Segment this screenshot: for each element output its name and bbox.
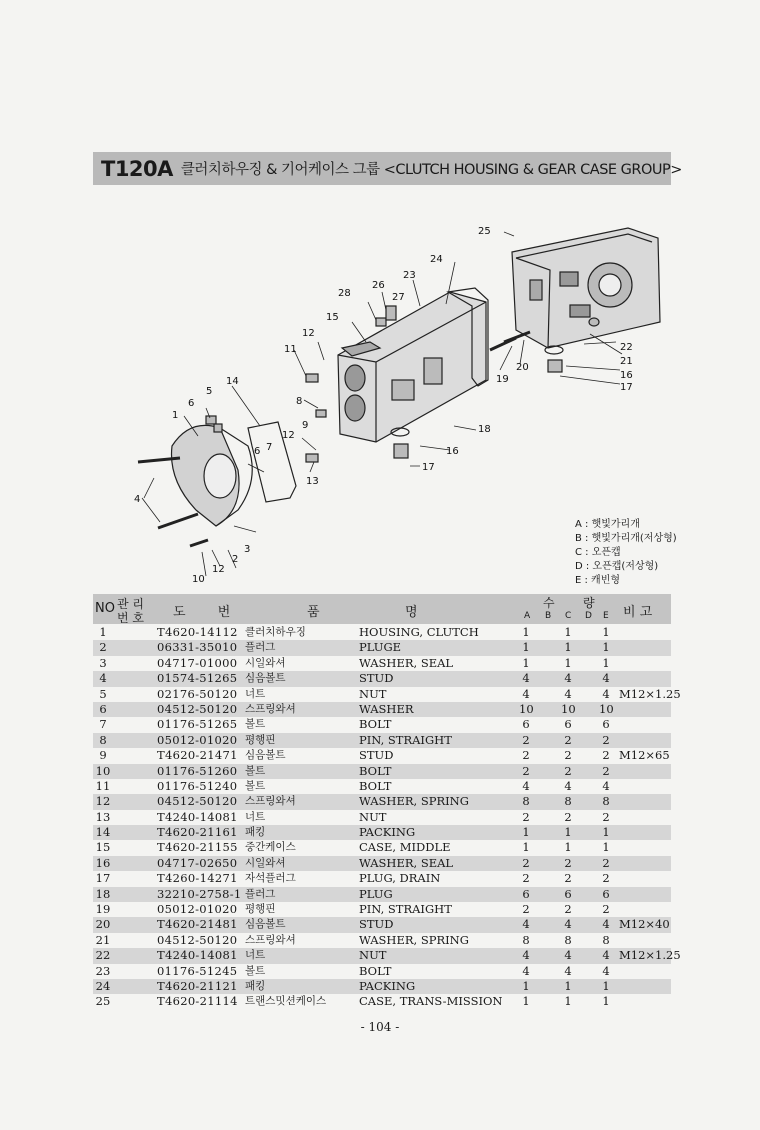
row-qty-c: 1 bbox=[564, 825, 572, 840]
callout-12b: 12 bbox=[282, 430, 295, 441]
callout-5: 5 bbox=[206, 386, 213, 397]
row-korean-name: 볼트 bbox=[245, 779, 266, 792]
row-qty-e: 1 bbox=[602, 978, 610, 993]
row-english-name: NUT bbox=[359, 686, 387, 701]
row-qty-c: 1 bbox=[564, 655, 572, 670]
row-korean-name: 볼트 bbox=[245, 718, 266, 731]
row-remark: M12×1.25 bbox=[619, 948, 681, 963]
table-row bbox=[93, 887, 671, 902]
table-row bbox=[93, 810, 671, 825]
row-no: 3 bbox=[99, 655, 107, 670]
legend-item-b: B : 햇빛가리개(저상형) bbox=[575, 533, 677, 544]
row-qty-c: 4 bbox=[564, 917, 572, 932]
page-number: - 104 - bbox=[360, 1020, 400, 1034]
row-part-number: T4260-14271 bbox=[157, 871, 238, 886]
row-no: 16 bbox=[95, 855, 111, 870]
parts-table-header bbox=[93, 594, 671, 624]
row-qty-c: 1 bbox=[564, 994, 572, 1009]
row-english-name: BOLT bbox=[359, 717, 392, 732]
row-no: 23 bbox=[95, 963, 111, 978]
legend-item-c: C : 오픈캡 bbox=[575, 547, 621, 558]
row-no: 17 bbox=[95, 871, 111, 886]
callout-12c: 12 bbox=[212, 564, 225, 575]
row-qty-c: 4 bbox=[564, 686, 572, 701]
callout-15: 15 bbox=[326, 312, 339, 323]
row-qty-e: 6 bbox=[602, 886, 610, 901]
row-korean-name: 너트 bbox=[245, 949, 266, 962]
row-qty-e: 2 bbox=[602, 855, 610, 870]
row-qty-e: 2 bbox=[602, 732, 610, 747]
callout-20: 20 bbox=[516, 362, 529, 373]
row-korean-name: 심음볼트 bbox=[245, 749, 286, 762]
table-row bbox=[93, 902, 671, 917]
header-qty-b: B bbox=[545, 611, 552, 621]
row-part-number: 01574-51265 bbox=[157, 671, 238, 686]
row-english-name: WASHER, SPRING bbox=[359, 794, 469, 809]
row-english-name: PIN, STRAIGHT bbox=[359, 732, 452, 747]
table-row bbox=[93, 933, 671, 948]
row-part-number: 05012-01020 bbox=[157, 902, 238, 917]
row-no: 18 bbox=[95, 886, 111, 901]
transmission-case-drawing bbox=[512, 228, 660, 348]
group-title: 클러치하우징 & 기어케이스 그룹 <CLUTCH HOUSING & GEAR CASE GROUP> bbox=[180, 162, 682, 178]
row-english-name: PIN, STRAIGHT bbox=[359, 902, 452, 917]
row-no: 5 bbox=[99, 686, 107, 701]
row-english-name: WASHER, SEAL bbox=[359, 655, 454, 670]
row-no: 2 bbox=[99, 640, 107, 655]
group-code: T120A bbox=[101, 156, 173, 181]
callout-4: 4 bbox=[134, 494, 141, 505]
row-qty-e: 2 bbox=[602, 871, 610, 886]
callout-2: 2 bbox=[232, 554, 239, 565]
row-korean-name: 플러그 bbox=[245, 887, 276, 900]
row-qty-e: 4 bbox=[602, 686, 610, 701]
callout-1: 1 bbox=[172, 410, 179, 421]
table-row bbox=[93, 948, 681, 963]
table-row bbox=[93, 840, 671, 855]
row-part-number: T4620-21155 bbox=[157, 840, 238, 855]
row-qty-a: 4 bbox=[522, 917, 530, 932]
row-qty-a: 2 bbox=[522, 763, 530, 778]
row-english-name: STUD bbox=[359, 748, 394, 763]
row-part-number: 01176-51260 bbox=[157, 763, 238, 778]
row-no: 13 bbox=[95, 809, 111, 824]
row-part-number: 04512-50120 bbox=[157, 701, 238, 716]
row-part-number: 04512-50120 bbox=[157, 794, 238, 809]
header-qty-2: 량 bbox=[583, 596, 595, 610]
row-qty-e: 2 bbox=[602, 809, 610, 824]
row-qty-a: 6 bbox=[522, 886, 530, 901]
header-qty-1: 수 bbox=[543, 596, 555, 610]
callout-17b: 17 bbox=[620, 382, 633, 393]
row-korean-name: 심음볼트 bbox=[245, 672, 286, 685]
callout-16a: 16 bbox=[446, 446, 459, 457]
callout-28: 28 bbox=[338, 288, 351, 299]
table-row bbox=[93, 733, 671, 748]
row-qty-e: 1 bbox=[602, 655, 610, 670]
callout-7: 7 bbox=[266, 442, 273, 453]
header-name-1: 품 bbox=[307, 605, 320, 620]
row-qty-a: 8 bbox=[522, 932, 530, 947]
row-qty-e: 2 bbox=[602, 748, 610, 763]
row-qty-a: 2 bbox=[522, 871, 530, 886]
row-qty-a: 6 bbox=[522, 717, 530, 732]
row-qty-a: 8 bbox=[522, 794, 530, 809]
row-korean-name: 시일와셔 bbox=[245, 656, 286, 669]
row-qty-a: 1 bbox=[522, 825, 530, 840]
row-qty-a: 1 bbox=[522, 655, 530, 670]
row-part-number: 32210-2758-1 bbox=[157, 886, 242, 901]
callout-21: 21 bbox=[620, 356, 633, 367]
table-row bbox=[93, 764, 671, 779]
row-korean-name: 스프링와셔 bbox=[245, 702, 296, 715]
row-remark: M12×40 bbox=[619, 917, 670, 932]
row-no: 10 bbox=[95, 763, 111, 778]
row-korean-name: 중간케이스 bbox=[245, 841, 296, 854]
table-row bbox=[93, 640, 671, 655]
row-qty-c: 4 bbox=[564, 948, 572, 963]
row-qty-c: 4 bbox=[564, 671, 572, 686]
table-row bbox=[93, 979, 671, 994]
callout-6a: 6 bbox=[188, 398, 195, 409]
row-remark: M12×65 bbox=[619, 748, 670, 763]
row-qty-a: 2 bbox=[522, 732, 530, 747]
callout-17a: 17 bbox=[422, 462, 435, 473]
row-part-number: T4620-21471 bbox=[157, 748, 238, 763]
header-mgmt-top: 관 리 bbox=[117, 597, 144, 611]
row-qty-e: 2 bbox=[602, 763, 610, 778]
table-row bbox=[93, 825, 671, 840]
row-english-name: CASE, MIDDLE bbox=[359, 840, 451, 855]
header-qty-a: A bbox=[524, 611, 531, 621]
row-qty-a: 1 bbox=[522, 978, 530, 993]
row-qty-a: 1 bbox=[522, 640, 530, 655]
row-qty-c: 2 bbox=[564, 748, 572, 763]
row-english-name: CASE, TRANS-MISSION bbox=[359, 994, 503, 1009]
row-qty-c: 2 bbox=[564, 871, 572, 886]
row-qty-c: 1 bbox=[564, 640, 572, 655]
callout-11: 11 bbox=[284, 344, 297, 355]
callout-3: 3 bbox=[244, 544, 251, 555]
row-qty-a: 4 bbox=[522, 671, 530, 686]
row-qty-c: 8 bbox=[564, 794, 572, 809]
callout-12a: 12 bbox=[302, 328, 315, 339]
title-bar bbox=[93, 152, 682, 185]
row-qty-a: 2 bbox=[522, 748, 530, 763]
table-row bbox=[93, 656, 671, 671]
row-qty-e: 8 bbox=[602, 794, 610, 809]
row-korean-name: 너트 bbox=[245, 687, 266, 700]
row-korean-name: 평행핀 bbox=[245, 733, 276, 746]
callout-24: 24 bbox=[430, 254, 443, 265]
row-part-number: T4620-21161 bbox=[157, 825, 238, 840]
callout-22: 22 bbox=[620, 342, 633, 353]
callout-14: 14 bbox=[226, 376, 239, 387]
table-row bbox=[93, 779, 671, 794]
row-english-name: PLUGE bbox=[359, 640, 402, 655]
row-part-number: T4240-14081 bbox=[157, 948, 238, 963]
callout-26: 26 bbox=[372, 280, 385, 291]
row-qty-a: 2 bbox=[522, 855, 530, 870]
row-part-number: T4240-14081 bbox=[157, 809, 238, 824]
row-qty-e: 1 bbox=[602, 625, 610, 639]
row-korean-name: 시일와셔 bbox=[245, 856, 286, 869]
row-part-number: 01176-51240 bbox=[157, 778, 238, 793]
row-qty-e: 4 bbox=[602, 917, 610, 932]
row-english-name: PACKING bbox=[359, 825, 416, 840]
row-english-name: BOLT bbox=[359, 763, 392, 778]
header-name-2: 명 bbox=[405, 605, 418, 620]
table-row bbox=[93, 702, 671, 717]
row-qty-e: 1 bbox=[602, 825, 610, 840]
row-korean-name: 트랜스밋션케이스 bbox=[245, 995, 327, 1008]
header-qty-e: E bbox=[603, 611, 609, 621]
row-english-name: WASHER bbox=[359, 701, 414, 716]
callout-27: 27 bbox=[392, 292, 405, 303]
row-qty-e: 1 bbox=[602, 994, 610, 1009]
row-korean-name: 평행핀 bbox=[245, 903, 276, 916]
row-part-number: T4620-21121 bbox=[157, 978, 238, 993]
row-korean-name: 볼트 bbox=[245, 764, 266, 777]
row-english-name: BOLT bbox=[359, 778, 392, 793]
row-qty-c: 8 bbox=[564, 932, 572, 947]
row-qty-e: 10 bbox=[599, 701, 614, 716]
callout-23: 23 bbox=[403, 270, 416, 281]
callout-13: 13 bbox=[306, 476, 319, 487]
row-korean-name: 스프링와셔 bbox=[245, 933, 296, 946]
row-english-name: PLUG bbox=[359, 886, 393, 901]
legend-item-e: E : 캐빈형 bbox=[575, 575, 621, 586]
row-no: 22 bbox=[95, 948, 111, 963]
row-qty-c: 1 bbox=[564, 978, 572, 993]
row-qty-c: 2 bbox=[564, 855, 572, 870]
clutch-housing-drawing bbox=[172, 425, 253, 526]
row-no: 4 bbox=[99, 671, 107, 686]
header-drawing-no: 도 번 bbox=[173, 605, 245, 620]
row-no: 7 bbox=[99, 717, 107, 732]
row-part-number: 06331-35010 bbox=[157, 640, 238, 655]
row-qty-a: 4 bbox=[522, 778, 530, 793]
row-qty-c: 1 bbox=[564, 840, 572, 855]
header-remark: 비 고 bbox=[623, 605, 653, 620]
row-no: 11 bbox=[95, 778, 111, 793]
row-qty-a: 4 bbox=[522, 963, 530, 978]
row-qty-c: 6 bbox=[564, 717, 572, 732]
table-row bbox=[93, 625, 671, 640]
row-english-name: WASHER, SPRING bbox=[359, 932, 469, 947]
row-no: 19 bbox=[95, 902, 111, 917]
callout-25: 25 bbox=[478, 226, 491, 237]
row-korean-name: 패킹 bbox=[245, 979, 266, 992]
row-part-number: 01176-51245 bbox=[157, 963, 238, 978]
table-row bbox=[93, 964, 671, 979]
row-qty-c: 2 bbox=[564, 732, 572, 747]
header-mgmt-bottom: 번 호 bbox=[117, 611, 144, 625]
header-qty-d: D bbox=[585, 611, 592, 621]
row-no: 12 bbox=[95, 794, 111, 809]
row-qty-e: 8 bbox=[602, 932, 610, 947]
row-qty-c: 6 bbox=[564, 886, 572, 901]
row-part-number: 05012-01020 bbox=[157, 732, 238, 747]
row-qty-c: 2 bbox=[564, 763, 572, 778]
row-no: 21 bbox=[95, 932, 111, 947]
row-qty-e: 1 bbox=[602, 640, 610, 655]
row-english-name: PLUG, DRAIN bbox=[359, 871, 441, 886]
row-part-number: T4620-21481 bbox=[157, 917, 238, 932]
legend-item-d: D : 오픈캡(저상형) bbox=[575, 561, 659, 572]
row-qty-c: 4 bbox=[564, 963, 572, 978]
row-qty-e: 4 bbox=[602, 671, 610, 686]
row-qty-c: 1 bbox=[564, 625, 572, 639]
row-korean-name: 플러그 bbox=[245, 641, 276, 654]
table-row bbox=[93, 994, 671, 1009]
row-part-number: T4620-21114 bbox=[157, 994, 238, 1009]
table-row bbox=[93, 671, 671, 686]
row-no: 15 bbox=[95, 840, 111, 855]
row-qty-e: 4 bbox=[602, 948, 610, 963]
row-english-name: WASHER, SEAL bbox=[359, 855, 454, 870]
row-remark: M12×1.25 bbox=[619, 686, 681, 701]
header-qty-c: C bbox=[565, 611, 572, 621]
callout-9: 9 bbox=[302, 420, 309, 431]
table-row bbox=[93, 717, 671, 732]
row-qty-a: 1 bbox=[522, 994, 530, 1009]
row-no: 24 bbox=[95, 978, 111, 993]
row-english-name: NUT bbox=[359, 809, 387, 824]
table-row bbox=[93, 871, 671, 886]
row-english-name: BOLT bbox=[359, 963, 392, 978]
row-english-name: HOUSING, CLUTCH bbox=[359, 625, 479, 639]
row-korean-name: 너트 bbox=[245, 810, 266, 823]
row-part-number: 04717-01000 bbox=[157, 655, 238, 670]
row-qty-e: 4 bbox=[602, 778, 610, 793]
table-row bbox=[93, 856, 671, 871]
row-qty-e: 2 bbox=[602, 902, 610, 917]
row-qty-a: 1 bbox=[522, 625, 530, 639]
row-no: 1 bbox=[99, 625, 107, 639]
row-qty-a: 4 bbox=[522, 686, 530, 701]
row-part-number: 01176-51265 bbox=[157, 717, 238, 732]
row-no: 20 bbox=[95, 917, 111, 932]
callout-16b: 16 bbox=[620, 370, 633, 381]
row-no: 25 bbox=[95, 994, 111, 1009]
row-qty-c: 2 bbox=[564, 902, 572, 917]
row-qty-a: 10 bbox=[519, 701, 534, 716]
row-qty-e: 6 bbox=[602, 717, 610, 732]
row-qty-a: 2 bbox=[522, 902, 530, 917]
middle-case-drawing bbox=[338, 292, 486, 442]
row-qty-a: 2 bbox=[522, 809, 530, 824]
row-korean-name: 클러치하우징 bbox=[245, 626, 306, 638]
callout-8: 8 bbox=[296, 396, 303, 407]
callout-10: 10 bbox=[192, 574, 205, 585]
row-no: 8 bbox=[99, 732, 107, 747]
row-qty-e: 4 bbox=[602, 963, 610, 978]
header-no: NO bbox=[95, 601, 115, 616]
table-row bbox=[93, 686, 681, 702]
row-no: 6 bbox=[99, 701, 107, 716]
model-legend bbox=[575, 518, 677, 588]
row-part-number: 02176-50120 bbox=[157, 686, 238, 701]
table-row bbox=[93, 917, 671, 932]
row-korean-name: 스프링와셔 bbox=[245, 795, 296, 808]
row-no: 9 bbox=[99, 748, 107, 763]
row-part-number: T4620-14112 bbox=[157, 625, 238, 639]
table-row bbox=[93, 748, 671, 763]
row-korean-name: 패킹 bbox=[245, 826, 266, 839]
row-korean-name: 볼트 bbox=[245, 964, 266, 977]
row-qty-a: 4 bbox=[522, 948, 530, 963]
row-english-name: NUT bbox=[359, 948, 387, 963]
row-no: 14 bbox=[95, 825, 111, 840]
legend-item-a: A : 햇빛가리개 bbox=[575, 519, 640, 530]
row-qty-e: 1 bbox=[602, 840, 610, 855]
row-english-name: STUD bbox=[359, 917, 394, 932]
row-qty-c: 10 bbox=[561, 701, 576, 716]
callout-19: 19 bbox=[496, 374, 509, 385]
row-english-name: STUD bbox=[359, 671, 394, 686]
row-qty-a: 1 bbox=[522, 840, 530, 855]
parts-table-body bbox=[93, 625, 681, 1010]
callout-18: 18 bbox=[478, 424, 491, 435]
row-qty-c: 2 bbox=[564, 809, 572, 824]
table-row bbox=[93, 794, 671, 809]
row-qty-c: 4 bbox=[564, 778, 572, 793]
row-english-name: PACKING bbox=[359, 978, 416, 993]
row-korean-name: 심음볼트 bbox=[245, 918, 286, 931]
row-part-number: 04512-50120 bbox=[157, 932, 238, 947]
row-korean-name: 자석플러그 bbox=[245, 872, 296, 885]
row-part-number: 04717-02650 bbox=[157, 855, 238, 870]
callout-6b: 6 bbox=[254, 446, 261, 457]
